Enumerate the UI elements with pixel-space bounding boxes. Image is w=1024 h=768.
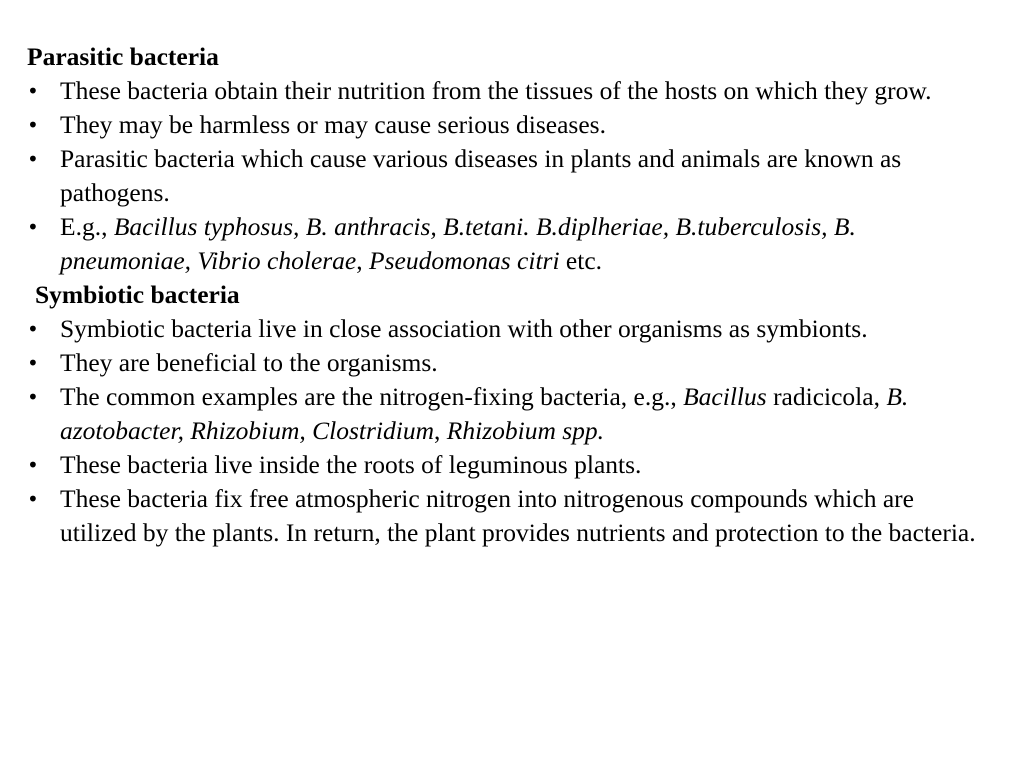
slide-content bbox=[27, 40, 987, 550]
item-text bbox=[60, 382, 908, 445]
list-item bbox=[27, 448, 987, 482]
text-run: , bbox=[434, 416, 447, 445]
item-text bbox=[60, 484, 976, 547]
text-run: These bacteria obtain their nutrition from the tissues of the hosts on which they grow. bbox=[60, 76, 932, 105]
bullet-icon: • bbox=[27, 113, 39, 137]
text-run: They may be harmless or may cause serious diseases. bbox=[60, 110, 606, 139]
list-item bbox=[27, 108, 987, 142]
text-run: E.g., bbox=[60, 212, 114, 241]
text-run: These bacteria fix free atmospheric nitrogen into nitrogenous compounds which are utilized by the plants. In return, the plant provides nutrients and protection to the bacteria. bbox=[60, 484, 976, 547]
bullet-list bbox=[27, 312, 987, 550]
list-item bbox=[27, 380, 987, 448]
section-symbiotic bbox=[27, 278, 987, 550]
text-run: They are beneficial to the organisms. bbox=[60, 348, 438, 377]
item-text bbox=[60, 144, 901, 207]
bullet-icon: • bbox=[27, 351, 39, 375]
bullet-icon: • bbox=[27, 453, 39, 477]
bullet-icon: • bbox=[27, 79, 39, 103]
italic-text: Rhizobium spp. bbox=[446, 416, 605, 445]
section-parasitic bbox=[27, 40, 987, 278]
italic-text: Bacillus typhosus, B. anthracis, B.tetani. B.diplheriae, B.tuberculosis, B. pneumoniae, Vibrio cholerae bbox=[60, 212, 856, 275]
text-run: Symbiotic bacteria live in close association with other organisms as symbionts. bbox=[60, 314, 868, 343]
italic-text: B. azotobacter, Rhizobium, Clostridium bbox=[60, 382, 909, 445]
section-heading: Symbiotic bacteria bbox=[35, 280, 240, 309]
item-text bbox=[60, 348, 438, 377]
list-item bbox=[27, 482, 987, 550]
text-run: The common examples are the nitrogen-fixing bacteria, e.g., bbox=[60, 382, 684, 411]
text-run: These bacteria live inside the roots of leguminous plants. bbox=[60, 450, 642, 479]
bullet-icon: • bbox=[27, 147, 39, 171]
item-text bbox=[60, 76, 932, 105]
text-run: etc. bbox=[559, 246, 603, 275]
text-run: , bbox=[356, 246, 370, 275]
item-text bbox=[60, 212, 856, 275]
text-run: radicicola, bbox=[766, 382, 887, 411]
bullet-icon: • bbox=[27, 317, 39, 341]
list-item bbox=[27, 74, 987, 108]
item-text bbox=[60, 110, 606, 139]
list-item bbox=[27, 142, 987, 210]
list-item bbox=[27, 346, 987, 380]
bullet-icon: • bbox=[27, 487, 39, 511]
list-item bbox=[27, 312, 987, 346]
item-text bbox=[60, 450, 641, 479]
item-text bbox=[60, 314, 868, 343]
italic-text: Bacillus bbox=[683, 382, 767, 411]
bullet-icon: • bbox=[27, 385, 39, 409]
list-item bbox=[27, 210, 987, 278]
text-run: Parasitic bacteria which cause various diseases in plants and animals are known as pathogens. bbox=[60, 144, 902, 207]
section-heading: Parasitic bacteria bbox=[27, 42, 219, 71]
bullet-list bbox=[27, 74, 987, 278]
bullet-icon: • bbox=[27, 215, 39, 239]
italic-text: Pseudomonas citri bbox=[369, 246, 560, 275]
